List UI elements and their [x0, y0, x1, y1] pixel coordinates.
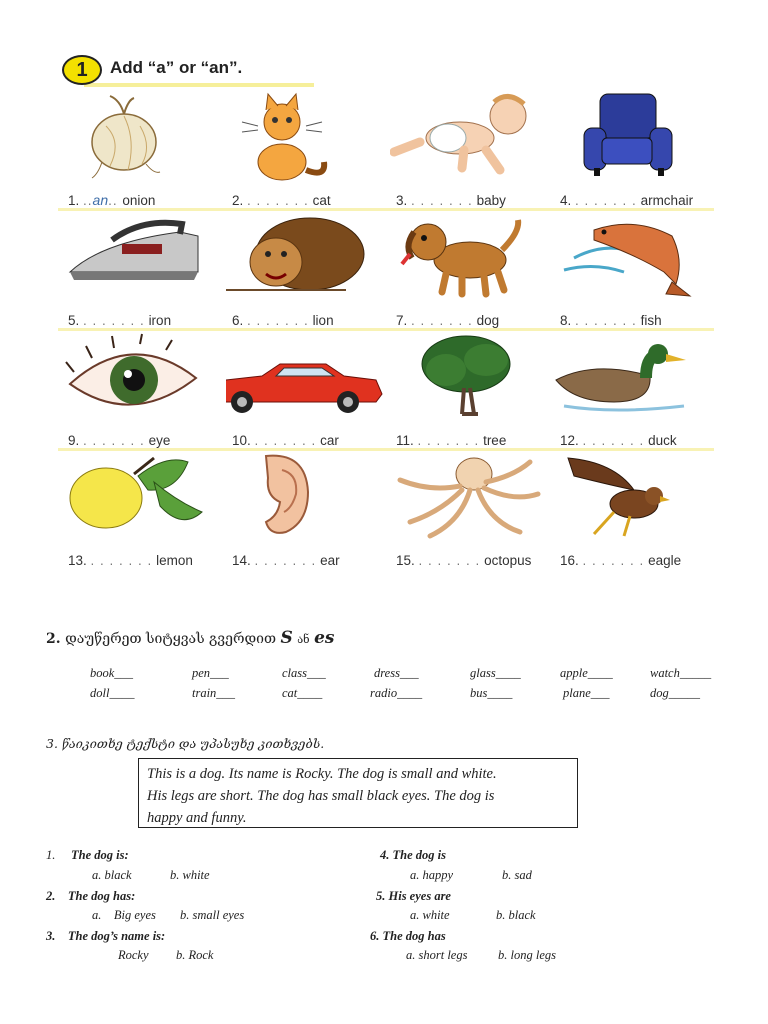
word-blank[interactable]: class___ — [282, 666, 326, 680]
item-tree — [390, 332, 548, 450]
lemon-illustration — [62, 452, 220, 548]
eagle-illustration — [554, 452, 712, 548]
question-1: 1. The dog is: — [46, 848, 129, 862]
item-eagle — [554, 452, 712, 570]
word-blank[interactable]: plane___ — [563, 686, 610, 700]
word-blank[interactable]: doll____ — [90, 686, 135, 700]
item-caption: 12. . . . . . . . duck — [560, 433, 677, 448]
exercise-1-header — [62, 55, 302, 89]
iron-illustration — [62, 212, 220, 308]
eye-illustration — [62, 332, 220, 428]
item-caption: 2. . . . . . . . cat — [232, 193, 331, 208]
item-caption: 14. . . . . . . . ear — [232, 553, 340, 568]
header-underline — [84, 83, 314, 87]
item-caption: 8. . . . . . . . fish — [560, 313, 662, 328]
item-fish — [554, 212, 712, 330]
item-dog — [390, 212, 548, 330]
cat-illustration — [226, 92, 384, 188]
item-lion — [226, 212, 384, 330]
octopus-illustration — [390, 452, 548, 548]
question-4-option-b[interactable]: b. sad — [502, 868, 532, 882]
item-baby — [390, 92, 548, 210]
passage-line: This is a dog. Its name is Rocky. The dog is small and white. — [147, 766, 497, 782]
word-blank[interactable]: apple____ — [560, 666, 613, 680]
item-caption: 9. . . . . . . . eye — [68, 433, 171, 448]
word-blank[interactable]: watch_____ — [650, 666, 712, 680]
section-3-instruction: 3. წაიკითხე ტექსტი და უპასუხე კითხვებს. — [46, 736, 325, 751]
answer-blank[interactable]: an — [92, 192, 109, 208]
word-blank[interactable]: cat____ — [282, 686, 323, 700]
onion-illustration — [62, 92, 220, 188]
question-2-option-a[interactable]: a. Big eyes — [92, 908, 156, 922]
item-eye — [62, 332, 220, 450]
question-6-option-b[interactable]: b. long legs — [498, 948, 556, 962]
exercise-title: Add “a” or “an”. — [110, 58, 243, 77]
item-octopus — [390, 452, 548, 570]
question-1-option-b[interactable]: b. white — [170, 868, 210, 882]
item-caption: 13. . . . . . . . lemon — [68, 553, 193, 568]
question-1-option-a[interactable]: a. black — [92, 868, 132, 882]
word-blank[interactable]: glass____ — [470, 666, 521, 680]
question-6: 6. The dog has — [370, 929, 446, 943]
tree-illustration — [390, 332, 548, 428]
passage-line: His legs are short. The dog has small black eyes. The dog is — [147, 788, 495, 804]
section-2-instruction: 2. დაუწერეთ სიტყვას გვერდით S ან es — [46, 628, 335, 648]
duck-illustration — [554, 332, 712, 428]
car-illustration — [226, 332, 384, 428]
dog-illustration — [390, 212, 548, 308]
reading-passage — [138, 758, 578, 828]
question-3-option-b[interactable]: b. Rock — [176, 948, 214, 962]
word-blank[interactable]: pen___ — [192, 666, 229, 680]
exercise-number-badge: 1 — [62, 55, 102, 85]
question-5: 5. His eyes are — [376, 889, 451, 903]
question-4-option-a[interactable]: a. happy — [410, 868, 454, 882]
word-blank[interactable]: train___ — [192, 686, 236, 700]
item-caption: 7. . . . . . . . dog — [396, 313, 500, 328]
question-3: 3. The dog’s name is: — [46, 929, 166, 943]
item-caption: 15. . . . . . . . octopus — [396, 553, 532, 568]
item-caption: 10. . . . . . . . car — [232, 433, 339, 448]
baby-illustration — [390, 92, 548, 188]
item-caption: 4. . . . . . . . armchair — [560, 193, 694, 208]
item-onion — [62, 92, 220, 210]
item-cat — [226, 92, 384, 210]
ear-illustration — [226, 452, 384, 548]
question-2-option-b[interactable]: b. small eyes — [180, 908, 245, 922]
item-car — [226, 332, 384, 450]
question-3-option-a[interactable]: Rocky — [118, 948, 149, 962]
word-blank[interactable]: dog_____ — [650, 686, 700, 700]
item-caption: 5. . . . . . . . iron — [68, 313, 172, 328]
word-blank[interactable]: book___ — [90, 666, 134, 680]
passage-line: happy and funny. — [147, 810, 247, 826]
question-5-option-b[interactable]: b. black — [496, 908, 536, 922]
word-blank[interactable]: radio____ — [370, 686, 423, 700]
question-2: 2. The dog has: — [46, 889, 136, 903]
item-caption: 6. . . . . . . . lion — [232, 313, 334, 328]
item-armchair — [554, 92, 712, 210]
item-iron — [62, 212, 220, 330]
item-caption: 3. . . . . . . . baby — [396, 193, 506, 208]
lion-illustration — [226, 212, 384, 308]
item-caption: 1. ..an.. onion — [68, 192, 156, 208]
fish-illustration — [554, 212, 712, 308]
item-ear — [226, 452, 384, 570]
question-6-option-a[interactable]: a. short legs — [406, 948, 468, 962]
question-4: 4. The dog is — [380, 848, 446, 862]
item-caption: 16. . . . . . . . eagle — [560, 553, 682, 568]
item-duck — [554, 332, 712, 450]
word-blank[interactable]: dress___ — [374, 666, 419, 680]
word-blank[interactable]: bus____ — [470, 686, 513, 700]
question-5-option-a[interactable]: a. white — [410, 908, 450, 922]
item-lemon — [62, 452, 220, 570]
item-caption: 11. . . . . . . . tree — [396, 433, 507, 448]
armchair-illustration — [554, 92, 712, 188]
